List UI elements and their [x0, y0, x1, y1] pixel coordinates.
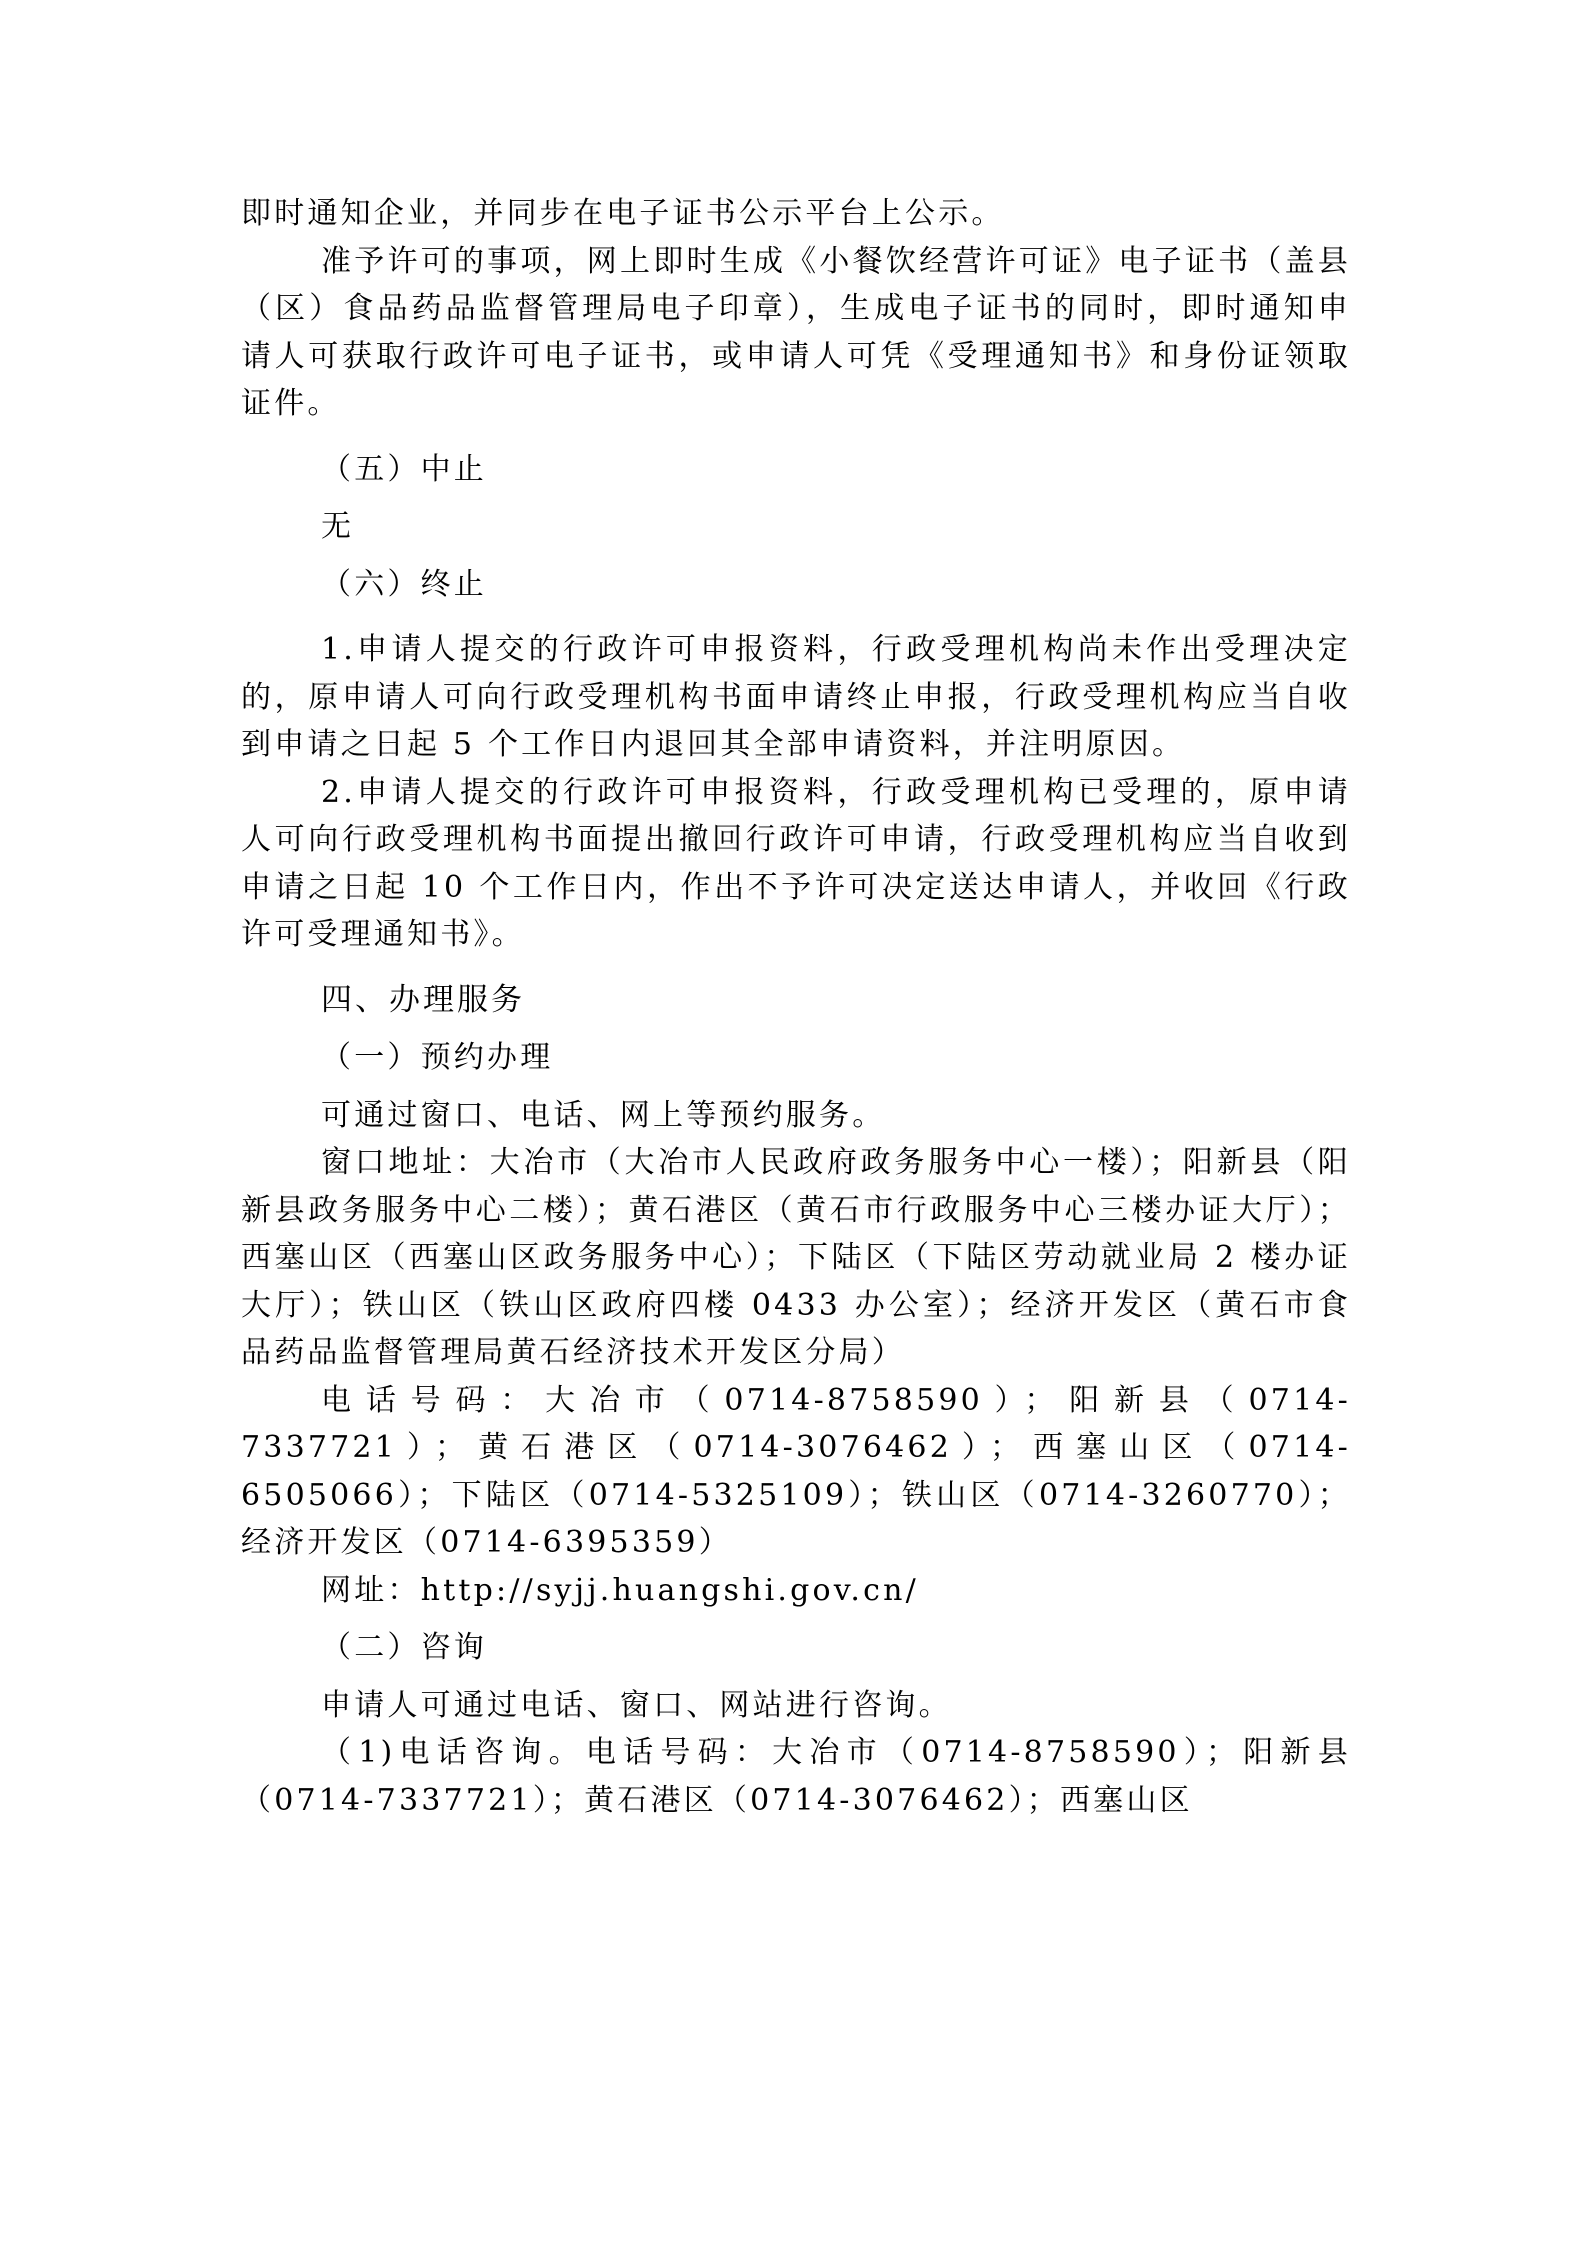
- paragraph-termination-item-1: 1.申请人提交的行政许可申报资料，行政受理机构尚未作出受理决定的，原申请人可向行政受理机构书面申请终止申报，行政受理机构应当自收到申请之日起 5 个工作日内退回其全部申请资料，并注明原因。: [241, 632, 1351, 762]
- paragraph-phone-numbers: 电话号码：大冶市（0714-8758590）；阳新县（0714-7337721）；黄石港区（0714-3076462）；西塞山区（0714-6505066）；下陆区（0714-5325109）；铁山区（0714-3260770）；经济开发区（0714-6395359）: [241, 1382, 1351, 1560]
- paragraph-termination-item-2: 2.申请人提交的行政许可申报资料，行政受理机构已受理的，原申请人可向行政受理机构书面提出撤回行政许可申请，行政受理机构应当自收到申请之日起 10 个工作日内，作出不予许可决定送达申请人，并收回《行政许可受理通知书》。: [241, 774, 1351, 952]
- section-heading-appointment: （一）预约办理: [321, 1040, 554, 1075]
- section-heading-suspension: （五）中止: [321, 451, 487, 487]
- paragraph-window-addresses: 窗口地址：大冶市（大冶市人民政府政务服务中心一楼）；阳新县（阳新县政务服务中心二楼）；黄石港区（黄石市行政服务中心三楼办证大厅）；西塞山区（西塞山区政务服务中心）；下陆区（下陆区劳动就业局 2 楼办证大厅）；铁山区（铁山区政府四楼 0433 办公室）；经济开发区（黄石市食品药品监督管理局黄石经济技术开发区分局）: [241, 1145, 1351, 1370]
- main-heading-services: 四、办理服务: [321, 981, 525, 1018]
- paragraph-approval-certificate: 准予许可的事项，网上即时生成《小餐饮经营许可证》电子证书（盖县（区）食品药品监督管理局电子印章），生成电子证书的同时，即时通知申请人可获取行政许可电子证书，或申请人可凭《受理通知书》和身份证领取证件。: [241, 243, 1351, 421]
- paragraph-suspension-none: 无: [321, 509, 355, 544]
- paragraph-notify-enterprise: 即时通知企业，并同步在电子证书公示平台上公示。: [241, 196, 1005, 231]
- document-body: [241, 190, 1351, 1824]
- paragraph-website: 网址：http://syjj.huangshi.gov.cn/: [321, 1572, 919, 1608]
- section-heading-termination: （六）终止: [321, 566, 487, 602]
- section-heading-consultation: （二）咨询: [321, 1630, 487, 1665]
- paragraph-consultation-methods: 申请人可通过电话、窗口、网站进行咨询。: [321, 1687, 952, 1723]
- paragraph-phone-consultation: （1)电话咨询。电话号码：大冶市（0714-8758590）；阳新县（0714-7337721）；黄石港区（0714-3076462）；西塞山区: [241, 1735, 1351, 1818]
- paragraph-appointment-methods: 可通过窗口、电话、网上等预约服务。: [321, 1097, 886, 1133]
